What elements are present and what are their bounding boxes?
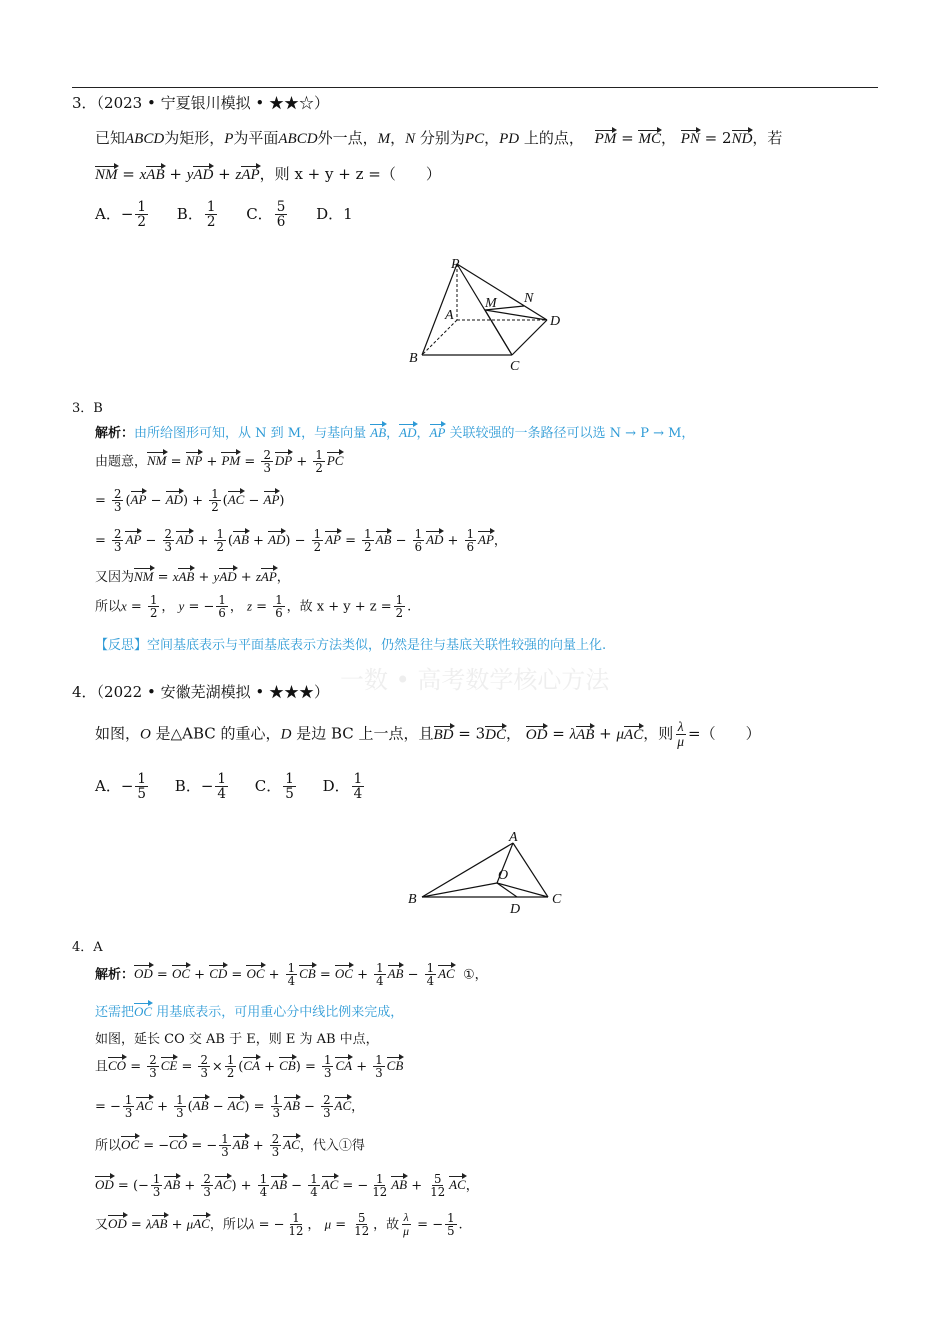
q4-options — [95, 772, 366, 801]
q3-reflection: 【反思】空间基底表示与平面基底表示方法类似，仍然是往与基底关联性较强的向量上化. — [95, 638, 607, 653]
q4-option-d[interactable]: D． $\frac{1}{4}$ — [322, 771, 363, 803]
fig2-label-d: D — [510, 902, 521, 917]
q4-step6: OD = (− $\frac{1}{3}$ AB + $\frac{2}{3}$ AC) + $\frac{1}{4}$ AB − $\frac{1}{4}$ AC = − $\frac{1}{12}$ AB + $\frac{5}{12}$ AC， — [95, 1172, 479, 1200]
q4-step4: = − $\frac{1}{3}$ AC + $\frac{1}{3}$ (AB − AC) = $\frac{1}{3}$ AB − $\frac{2}{3}$ AC， — [95, 1093, 365, 1121]
q3-step4: 又因为NM = xAB + yAD + zAP， — [95, 569, 290, 585]
top-rule — [72, 87, 878, 88]
watermark: 一数 • 高考数学核心方法 — [340, 666, 610, 694]
q4-option-a[interactable]: A．− $\frac{1}{5}$ — [95, 771, 147, 803]
q4-step5: 所以OC = −CO = − $\frac{1}{3}$ AB + $\frac{2}{3}$ AC，代入①得 — [95, 1132, 365, 1160]
q3-stem-line1: 已知ABCD为矩形，P为平面ABCD外一点，M，N 分别为PC，PD 上的点， PM = MC， PN = 2ND，若 — [95, 129, 783, 147]
fig2-label-a: A — [509, 830, 518, 845]
q3-stem-line2: NM = xAB + yAD + zAP，则 x + y + z =（ ） — [95, 165, 441, 183]
q4-step7: 又OD = λAB + μAC，所以λ = − $\frac{1}{12}$ ， μ = $\frac{5}{12}$ ，故 $\frac{\lambda}{\mu}$ = − $\frac{1}{5}$ . — [95, 1211, 463, 1239]
q3-answer: 3．B — [72, 401, 103, 416]
q4-step3: 且CO = $\frac{2}{3}$ CE = $\frac{2}{3}$ × $\frac{1}{2}$ (CA + CB) = $\frac{1}{3}$ CA + $\frac{1}{3}$ CB — [95, 1053, 404, 1081]
q3-step2: = $\frac{2}{3}$ (AP − AD) + $\frac{1}{2}$ (AC − AP) — [95, 487, 285, 515]
fig1-label-c: C — [510, 359, 520, 374]
q3-step1: 由题意，NM = NP + PM = $\frac{2}{3}$ DP + $\frac{1}{2}$ PC — [95, 448, 344, 476]
q3-step5: 所以x = $\frac{1}{2}$ ， y = − $\frac{1}{6}$ ， z = $\frac{1}{6}$ ，故 x + y + z = $\frac{1}{2}$ . — [95, 593, 412, 621]
fig1-label-n: N — [524, 291, 534, 306]
q4-option-b[interactable]: B．− $\frac{1}{4}$ — [174, 771, 226, 803]
fig1-label-d: D — [550, 314, 561, 329]
q4-option-c[interactable]: C． $\frac{1}{5}$ — [254, 771, 294, 803]
q4-triangle-figure — [400, 825, 575, 920]
q4-stem: 如图，O 是△ABC 的重心，D 是边 BC 上一点，且BD = 3DC， OD = λAB + μAC，则 $\frac{\lambda}{\mu}$ =（ ） — [95, 719, 761, 750]
q3-step3: = $\frac{2}{3}$ AP − $\frac{2}{3}$ AD + $\frac{1}{2}$ (AB + AD) − $\frac{1}{2}$ AP = $\frac{1}{2}$ AB − $\frac{1}{6}$ AD + $\frac{1}{6}$ AP， — [95, 527, 507, 555]
fig2-label-b: B — [408, 892, 417, 907]
q4-header: 4．（2022 • 安徽芜湖模拟 • ★★★） — [72, 683, 329, 701]
fig2-label-c: C — [552, 892, 562, 907]
q3-pyramid-figure — [400, 250, 580, 380]
q3-option-a[interactable]: A．− $\frac{1}{2}$ — [95, 199, 147, 231]
fig1-label-p: P — [451, 257, 460, 272]
q3-option-c[interactable]: C． $\frac{5}{6}$ — [246, 199, 286, 231]
q4-answer: 4．A — [72, 940, 103, 955]
q3-options — [95, 200, 353, 229]
q3-option-b[interactable]: B． $\frac{1}{2}$ — [176, 199, 216, 231]
q4-step2: 如图，延长 CO 交 AB 于 E，则 E 为 AB 中点， — [95, 1032, 379, 1047]
q3-solution-intro: 解析：由所给图形可知，从 N 到 M，与基向量 AB，AD，AP 关联较强的一条路径可以选 N → P → M， — [95, 425, 695, 441]
q4-blue-note: 还需把OC 用基底表示，可用重心分中线比例来完成， — [95, 1004, 404, 1020]
q4-step1: 解析：OD = OC + CD = OC + $\frac{1}{4}$ CB = OC + $\frac{1}{4}$ AB − $\frac{1}{4}$ AC ①， — [95, 961, 488, 989]
q3-option-d[interactable]: D．1 — [316, 204, 353, 223]
fig2-label-o: O — [498, 868, 509, 883]
fig1-label-m: M — [485, 296, 497, 311]
fig1-label-a: A — [445, 308, 454, 323]
fig1-label-b: B — [409, 351, 418, 366]
q3-header: 3．（2023 • 宁夏银川模拟 • ★★☆） — [72, 94, 329, 112]
